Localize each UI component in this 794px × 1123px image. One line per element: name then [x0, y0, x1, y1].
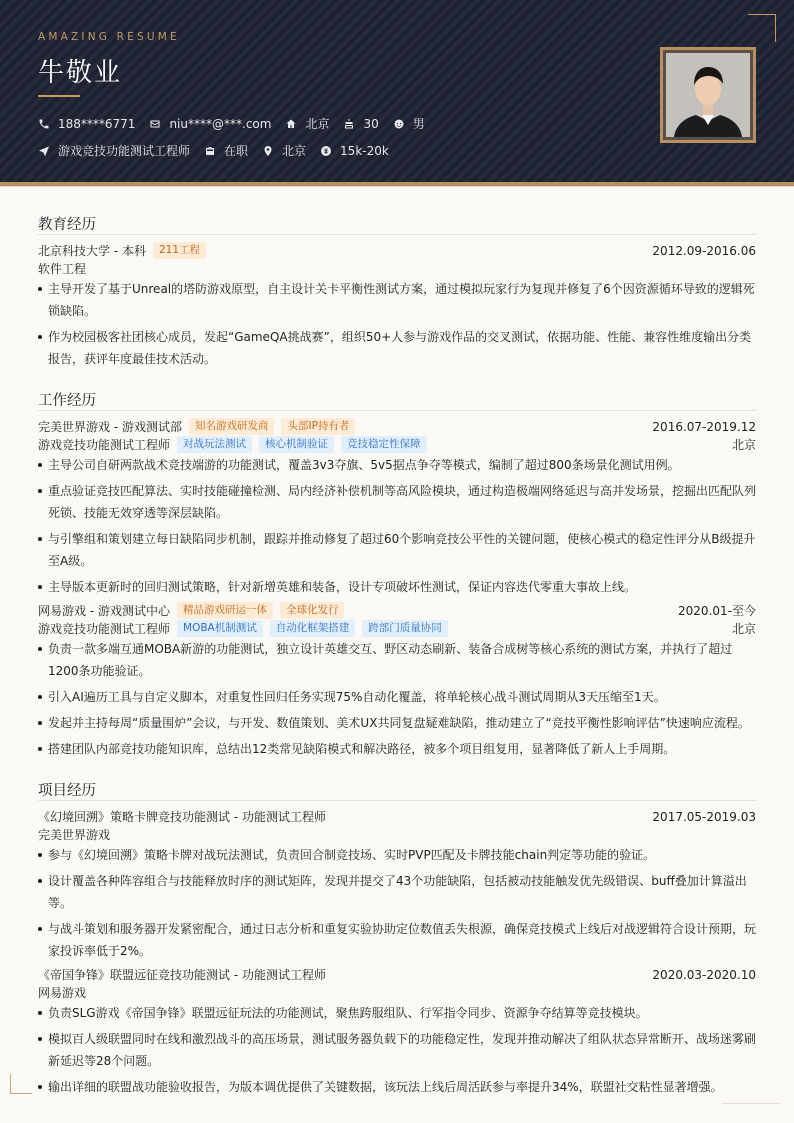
job-location: 北京	[731, 438, 756, 452]
phone-text: 188****6771	[58, 116, 136, 131]
project-org-row	[38, 984, 756, 1001]
education-bullet: 作为校园极客社团核心成员，发起“GameQA挑战赛”，组织50+人参与游戏作品的交叉测试，依据功能、性能、兼容性维度输出分类报告，获评年度最佳技术活动。	[38, 326, 756, 370]
footer-line	[722, 1103, 780, 1104]
avatar	[666, 53, 750, 137]
age-text: 30	[363, 116, 379, 131]
project-org-row	[38, 826, 756, 843]
job-role-row	[38, 436, 756, 453]
city-text: 北京	[282, 144, 307, 158]
gender-icon	[393, 118, 405, 130]
gender-text: 男	[412, 117, 425, 131]
company-tag: 知名游戏研发商	[189, 418, 275, 435]
email-text: niu****@***.com	[169, 116, 272, 131]
cake-icon	[343, 118, 355, 130]
project-bullet: 负责SLG游戏《帝国争锋》联盟远征玩法的功能测试，聚焦跨服组队、行军指令同步、资源争夺结算等竞技模块。	[38, 1002, 756, 1024]
brand-text: AMAZING RESUME	[38, 31, 180, 43]
job-role: 游戏竞技功能测试工程师	[38, 438, 171, 452]
company-tag: 全球化发行	[280, 602, 345, 619]
school-name: 北京科技大学 - 本科	[38, 244, 146, 258]
section-divider	[38, 410, 756, 411]
name-underline	[38, 95, 80, 97]
job-date: 2016.07-2019.12	[652, 419, 756, 434]
project-bullet: 设计覆盖各种阵容组合与技能释放时序的测试矩阵，发现并提交了43个功能缺陷，包括被动技能触发优先级错误、buff叠加计算溢出等。	[38, 870, 756, 914]
section-title-projects: 项目经历	[38, 783, 96, 799]
job-bullet: 搭建团队内部竞技功能知识库，总结出12类常见缺陷模式和解决路径，被多个项目组复用，显著降低了新人上手周期。	[38, 738, 756, 760]
company-tag: 头部IP持有者	[281, 418, 355, 435]
briefcase-icon	[204, 145, 216, 157]
project-bullet: 模拟百人级联盟同时在线和激烈战斗的高压场景，测试服务器负载下的功能稳定性，发现并推动解决了组队状态异常断开、战场迷雾刷新延迟等28个问题。	[38, 1028, 756, 1072]
hometown-item	[285, 115, 329, 132]
section-divider	[38, 800, 756, 801]
phone-item	[38, 117, 135, 131]
project-header-row	[38, 966, 756, 983]
project-name: 《幻境回溯》策略卡牌竞技功能测试 - 功能测试工程师	[38, 810, 326, 824]
age-item	[343, 117, 378, 131]
project-bullet: 与战斗策划和服务器开发紧密配合，通过日志分析和重复实验协助定位数值丢失根源，确保竞技模式上线后对战逻辑符合设计预期，玩家投诉率低于2%。	[38, 918, 756, 962]
status-item	[204, 142, 248, 159]
job-bullet: 负责一款多端互通MOBA新游的功能测试，独立设计英雄交互、野区动态刷新、装备合成树等核心系统的测试方案，并执行了超过1200条功能验证。	[38, 638, 756, 682]
header-divider	[0, 186, 794, 187]
send-icon	[38, 145, 50, 157]
school-tag: 211工程	[153, 242, 206, 259]
job-bullet: 重点验证竞技匹配算法、实时技能碰撞检测、局内经济补偿机制等高风险模块，通过构造极端网络延迟与高并发场景，挖掘出匹配队列死锁、技能无效穿透等深层缺陷。	[38, 480, 756, 524]
candidate-name: 牛敬业	[38, 58, 123, 88]
profile-photo	[660, 47, 756, 143]
home-icon	[285, 118, 297, 130]
job-intent-row	[38, 142, 403, 159]
position-item	[38, 142, 190, 159]
project-date: 2020.03-2020.10	[652, 967, 756, 982]
position-text: 游戏竞技功能测试工程师	[58, 144, 191, 158]
job-bullet: 引入AI遍历工具与自定义脚本，对重复性回归任务实现75%自动化覆盖，将单轮核心战斗测试周期从3天压缩至1天。	[38, 686, 756, 708]
role-tag: 对战玩法测试	[177, 436, 252, 453]
role-tag: 竞技稳定性保障	[341, 436, 427, 453]
salary-item	[320, 144, 389, 158]
job-role-row	[38, 620, 756, 637]
company-tag: 精品游戏研运一体	[177, 602, 273, 619]
role-tag: 自动化框架搭建	[270, 620, 356, 637]
role-tag: MOBA机制测试	[177, 620, 263, 637]
hometown-text: 北京	[305, 117, 330, 131]
job-header-row	[38, 418, 756, 435]
section-divider	[38, 234, 756, 235]
job-location: 北京	[731, 622, 756, 636]
education-bullet: 主导开发了基于Unreal的塔防游戏原型，自主设计关卡平衡性测试方案，通过模拟玩家行为复现并修复了6个因资源循环导致的逻辑死锁缺陷。	[38, 278, 756, 322]
education-header-row	[38, 242, 756, 259]
corner-ornament	[10, 1074, 32, 1094]
project-org: 完美世界游戏	[38, 828, 111, 842]
job-header-row	[38, 602, 756, 619]
project-header-row	[38, 808, 756, 825]
job-role: 游戏竞技功能测试工程师	[38, 622, 171, 636]
role-tag: 核心机制验证	[259, 436, 334, 453]
job-bullet: 主导公司自研两款战术竞技端游的功能测试，覆盖3v3夺旗、5v5据点争夺等模式，编制了超过800条场景化测试用例。	[38, 454, 756, 476]
job-bullet: 主导版本更新时的回归测试策略，针对新增英雄和装备，设计专项破坏性测试，保证内容迭代零重大事故上线。	[38, 576, 756, 598]
job-bullet: 发起并主持每周“质量围炉”会议，与开发、数值策划、美术UX共同复盘疑难缺陷，推动建立了“竞技平衡性影响评估”快速响应流程。	[38, 712, 756, 734]
major-row	[38, 260, 756, 277]
job-bullet: 与引擎组和策划建立每日缺陷同步机制，跟踪并推动修复了超过60个影响竞技公平性的关键问题，使核心模式的稳定性评分从B级提升至A级。	[38, 528, 756, 572]
company-name: 网易游戏 - 游戏测试中心	[38, 604, 170, 618]
city-item	[262, 142, 306, 159]
phone-icon	[38, 118, 50, 130]
project-date: 2017.05-2019.03	[652, 809, 756, 824]
education-date: 2012.09-2016.06	[652, 243, 756, 258]
salary-text: 15k-20k	[340, 143, 389, 158]
avatar-portrait	[666, 53, 750, 137]
project-name: 《帝国争锋》联盟远征竞技功能测试 - 功能测试工程师	[38, 968, 326, 982]
contact-row	[38, 115, 439, 132]
role-tag: 跨部门质量协同	[362, 620, 448, 637]
mail-icon	[149, 118, 161, 130]
project-bullet: 参与《幻境回溯》策略卡牌对战玩法测试，负责回合制竞技场、实时PVP匹配及卡牌技能chain判定等功能的验证。	[38, 844, 756, 866]
project-org: 网易游戏	[38, 986, 87, 1000]
section-title-education: 教育经历	[38, 217, 96, 233]
corner-ornament	[748, 14, 776, 42]
gender-item	[393, 115, 425, 132]
email-item	[149, 117, 271, 131]
location-icon	[262, 145, 274, 157]
status-text: 在职	[224, 144, 249, 158]
money-icon	[320, 145, 332, 157]
project-bullet: 输出详细的联盟战功能验收报告，为版本调优提供了关键数据，该玩法上线后周活跃参与率提升34%，联盟社交粘性显著增强。	[38, 1076, 756, 1098]
company-name: 完美世界游戏 - 游戏测试部	[38, 420, 182, 434]
major-text: 软件工程	[38, 262, 87, 276]
section-title-work: 工作经历	[38, 393, 96, 409]
job-date: 2020.01-至今	[678, 604, 756, 618]
